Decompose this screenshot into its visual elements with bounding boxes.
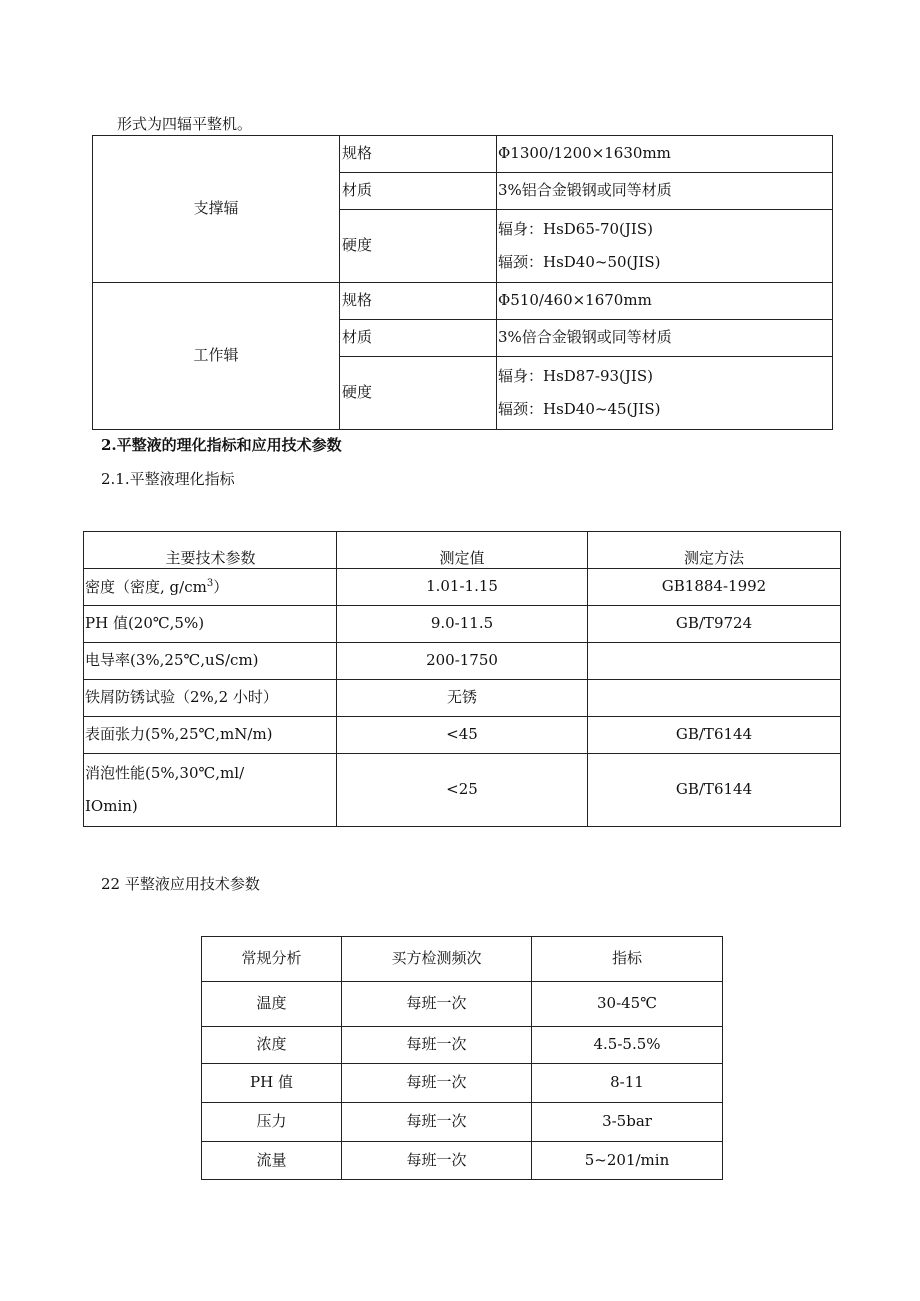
value-cell: 无锈 xyxy=(337,680,588,717)
header-frequency: 买方检测频次 xyxy=(342,937,532,982)
table-row xyxy=(84,717,841,754)
spec-value: Φ1300/1200×1630mm xyxy=(497,136,833,173)
roll-group-backup: 支撑辐 xyxy=(93,136,340,283)
hardness-body: 辐身：HsD65-70(JIS) xyxy=(498,219,653,238)
hardness-body: 辐身：HsD87-93(JIS) xyxy=(498,366,653,385)
index-cell: 8-11 xyxy=(532,1064,723,1103)
material-value: 3%铝合金锻钢或同等材质 xyxy=(497,173,833,210)
hardness-label: 硬度 xyxy=(340,357,497,430)
param-tail: ） xyxy=(213,577,229,596)
application-table xyxy=(201,936,723,1180)
header-index: 指标 xyxy=(532,937,723,982)
index-cell: 30-45℃ xyxy=(532,982,723,1027)
param-cell: PH 值(20℃,5%) xyxy=(84,606,337,643)
material-label: 材质 xyxy=(340,173,497,210)
table-row xyxy=(84,643,841,680)
table-row xyxy=(93,283,833,320)
roll-spec-table xyxy=(92,135,833,430)
method-cell xyxy=(588,680,841,717)
param-cell xyxy=(84,754,337,827)
spec-label: 规格 xyxy=(340,283,497,320)
value-cell: <25 xyxy=(337,754,588,827)
frequency-cell: 每班一次 xyxy=(342,982,532,1027)
spec-label: 规格 xyxy=(340,136,497,173)
method-cell: GB/T9724 xyxy=(588,606,841,643)
param-superscript: 3 xyxy=(206,577,214,589)
table-row xyxy=(202,982,723,1027)
value-cell: 9.0-11.5 xyxy=(337,606,588,643)
analysis-cell: 浓度 xyxy=(202,1027,342,1064)
hardness-label: 硬度 xyxy=(340,210,497,283)
header-analysis: 常规分析 xyxy=(202,937,342,982)
table-row xyxy=(84,754,841,827)
hardness-value xyxy=(497,210,833,283)
header-value: 测定值 xyxy=(337,532,588,569)
value-cell: 200-1750 xyxy=(337,643,588,680)
param-line-1: 消泡性能(5%,30℃,ml/ xyxy=(85,763,245,782)
param-cell: 电导率(3%,25℃,uS∕cm) xyxy=(84,643,337,680)
hardness-neck: 辐颈：HsD40~45(JIS) xyxy=(498,400,661,418)
section-2-2-heading: 22 平整液应用技术参数 xyxy=(101,875,260,893)
table-row xyxy=(93,136,833,173)
table-row xyxy=(202,1103,723,1142)
frequency-cell: 每班一次 xyxy=(342,1027,532,1064)
hardness-value xyxy=(497,357,833,430)
param-text: 密度（密度, g∕cm xyxy=(85,577,207,596)
analysis-cell: 压力 xyxy=(202,1103,342,1142)
analysis-cell: PH 值 xyxy=(202,1064,342,1103)
spec-value: Φ510/460×1670mm xyxy=(497,283,833,320)
table-row xyxy=(84,606,841,643)
index-cell: 4.5-5.5% xyxy=(532,1027,723,1064)
table-header-row xyxy=(84,532,841,569)
param-line-2: IOmin) xyxy=(85,797,138,815)
value-cell: 1.01-1.15 xyxy=(337,569,588,606)
method-cell: GB1884-1992 xyxy=(588,569,841,606)
index-cell: 5~201∕min xyxy=(532,1142,723,1180)
table-row xyxy=(202,1027,723,1064)
param-cell xyxy=(84,569,337,606)
table-row xyxy=(202,1064,723,1103)
method-cell: GB/T6144 xyxy=(588,717,841,754)
table-row xyxy=(202,1142,723,1180)
analysis-cell: 温度 xyxy=(202,982,342,1027)
roll-group-work: 工作辑 xyxy=(93,283,340,430)
analysis-cell: 流量 xyxy=(202,1142,342,1180)
param-cell: 表面张力(5%,25℃,mN∕m) xyxy=(84,717,337,754)
table-row xyxy=(84,569,841,606)
section-2-heading: 2.平整液的理化指标和应用技术参数 xyxy=(101,436,342,454)
index-cell: 3-5bar xyxy=(532,1103,723,1142)
intro-text: 形式为四辐平整机。 xyxy=(117,115,253,133)
frequency-cell: 每班一次 xyxy=(342,1103,532,1142)
table-header-row xyxy=(202,937,723,982)
method-cell xyxy=(588,643,841,680)
material-value: 3%倍合金锻钢或同等材质 xyxy=(497,320,833,357)
index-table xyxy=(83,531,841,827)
header-method: 测定方法 xyxy=(588,532,841,569)
section-2-1-heading: 2.1.平整液理化指标 xyxy=(101,470,235,488)
header-param: 主要技术参数 xyxy=(84,532,337,569)
value-cell: <45 xyxy=(337,717,588,754)
frequency-cell: 每班一次 xyxy=(342,1064,532,1103)
table-row xyxy=(84,680,841,717)
method-cell: GB/T6144 xyxy=(588,754,841,827)
frequency-cell: 每班一次 xyxy=(342,1142,532,1180)
param-cell: 铁屑防锈试验（2%,2 小时） xyxy=(84,680,337,717)
hardness-neck: 辐颈：HsD40~50(JIS) xyxy=(498,253,661,271)
material-label: 材质 xyxy=(340,320,497,357)
